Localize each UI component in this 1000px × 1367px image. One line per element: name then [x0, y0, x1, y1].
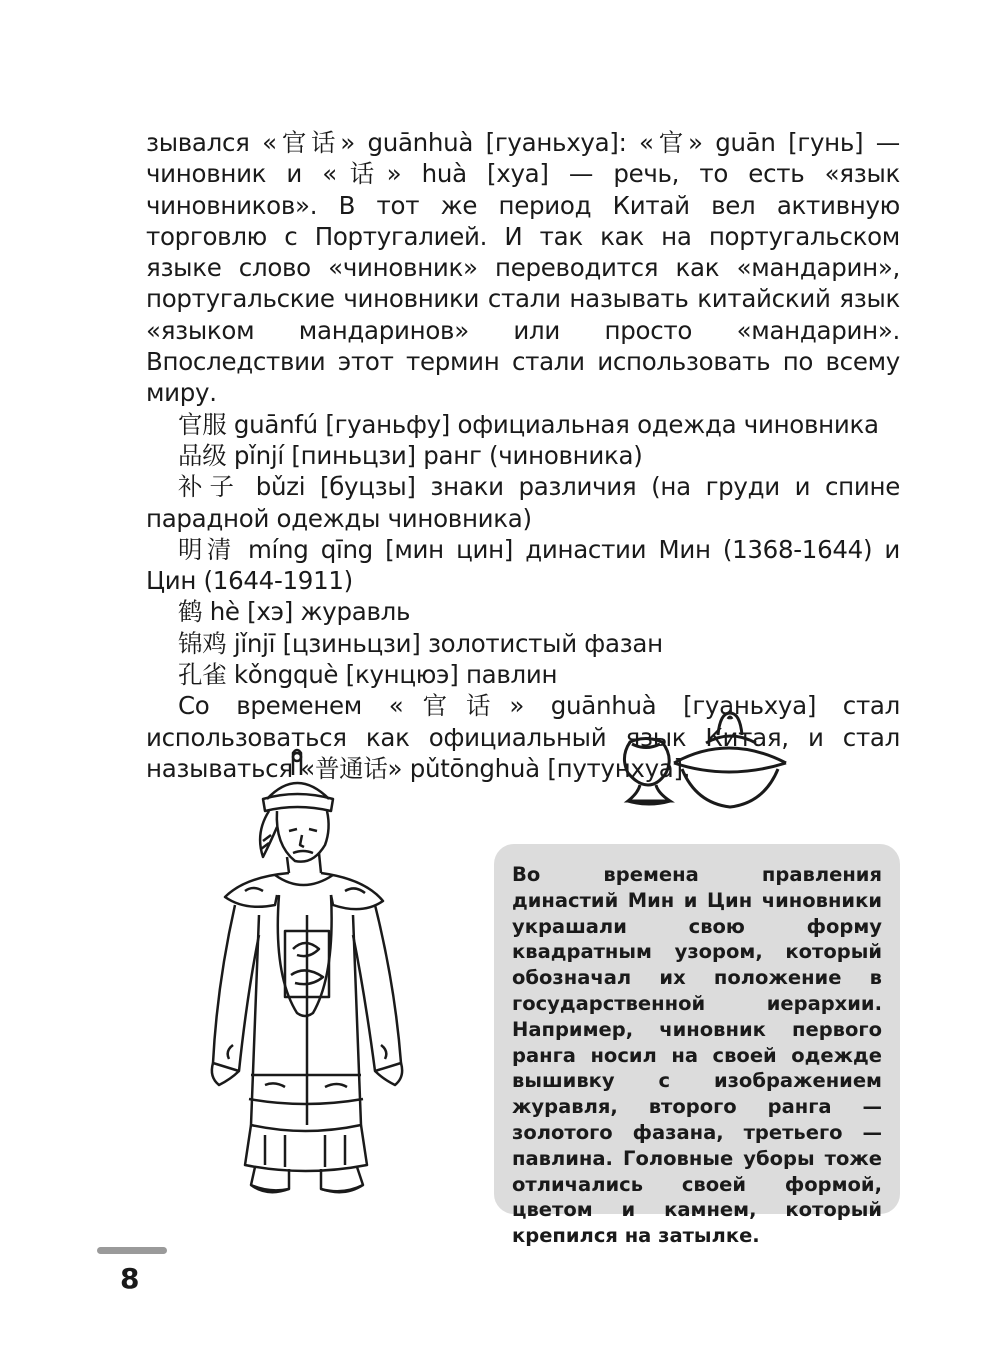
paragraph-intro: зывался «官话» guānhuà [гуаньхуа]: «官» guān [гунь] — чиновник и «话» huà [хуа] — речь, то есть «язык чиновников». В тот же период Китай вел активную торговлю с Португалией. И так как на португальском языке слово «чиновник» переводится как «мандарин», португальские чиновники стали называть китайский язык «языком мандаринов» или просто «мандарин». Впоследствии этот термин стали использовать по всему миру.	[146, 128, 900, 408]
vocab-mingqing: 明清 míng qīng [мин цин] династии Мин (1368-1644) и Цин (1644-1911)	[146, 534, 900, 596]
info-sidebar	[494, 844, 900, 1248]
vocab-he: 鹤 hè [хэ] журавль	[178, 597, 411, 627]
vocab-kongque: 孔雀 kǒngquè [кунцюэ] павлин	[178, 660, 558, 690]
body-text	[146, 127, 900, 784]
page-number: 8	[120, 1262, 140, 1295]
vocab-pinji: 品级 pǐnjí [пиньцзи] ранг (чиновника)	[178, 440, 643, 470]
vocab-jinji: 锦鸡 jǐnjī [цзиньцзи] золотистый фазан	[178, 628, 663, 658]
vocab-buzi: 补子 bǔzi [буцзы] знаки различия (на груди и спине парадной одежды чиновника)	[146, 472, 900, 533]
official-illustration	[205, 745, 425, 1205]
paragraph-putonghua: Со временем «官话» guānhuà [гуаньхуа] стал использоваться как официальный язык Китая, и стал называться «普通话» pǔtōnghuà [путунхуа].	[146, 691, 900, 783]
hat-ornaments-illustration	[610, 705, 790, 815]
vocab-guanfu: 官服 guānfú [гуаньфу] официальная одежда чиновника	[178, 409, 879, 439]
sidebar-text: Во времена правления династий Мин и Цин чиновники украшали свою форму квадратным узором, который обозначал их положение в государственной иерархии. Например, чиновник первого ранга носил на своей одежде вышивку с изображением журавля, второго ранга — золотого фазана, третьего — павлина. Головные уборы тоже отличались своей формой, цветом и камнем, который крепился на затылке.	[512, 863, 882, 1248]
page-number-rule	[97, 1247, 167, 1254]
